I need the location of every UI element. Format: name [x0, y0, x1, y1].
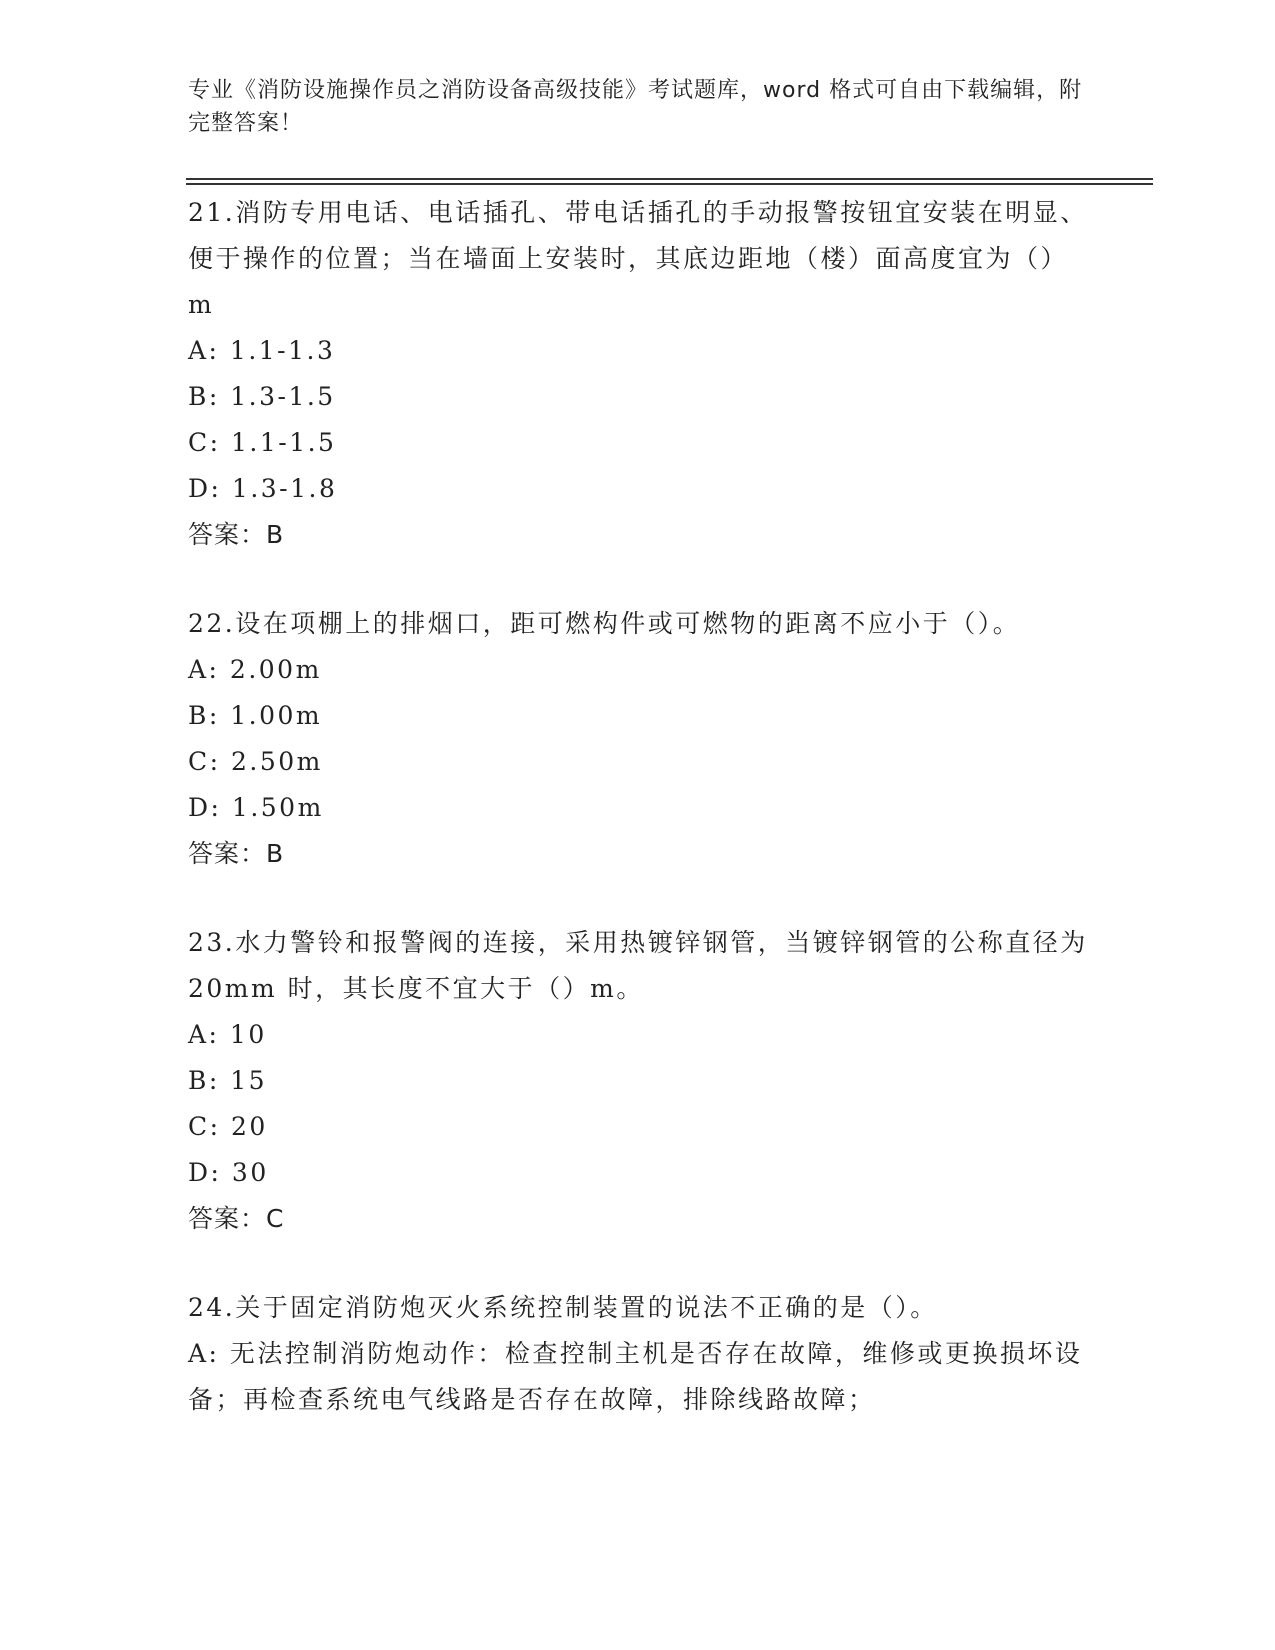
question-text: 21.消防专用电话、电话插孔、带电话插孔的手动报警按钮宜安装在明显、便于操作的位置；当在墙面上安装时，其底边距地（楼）面高度宜为（）m [188, 198, 1088, 319]
answer-label: 答案： [188, 839, 267, 868]
answer-line [188, 512, 1088, 558]
option-d: D: 30 [188, 1158, 269, 1187]
question-22 [188, 601, 1088, 877]
question-text: 22.设在项棚上的排烟口，距可燃构件或可燃物的距离不应小于（）。 [188, 609, 1021, 638]
option-d: D: 1.3-1.8 [188, 474, 338, 503]
question-list [188, 190, 1099, 1466]
option-b: B: 1.3-1.5 [188, 382, 336, 411]
answer-line [188, 1196, 1088, 1242]
question-23 [188, 920, 1099, 1242]
answer-line [188, 831, 1088, 877]
option-d: D: 1.50m [188, 793, 324, 822]
option-b: B: 1.00m [188, 701, 323, 730]
answer-value: C [266, 1204, 285, 1233]
option-c: C: 2.50m [188, 747, 323, 776]
answer-value: B [266, 839, 285, 868]
option-a: A: 2.00m [188, 655, 322, 684]
answer-value: B [266, 520, 285, 549]
option-a: A: 10 [188, 1020, 267, 1049]
answer-label: 答案： [188, 1204, 267, 1233]
option-a: A: 无法控制消防炮动作：检查控制主机是否存在故障，维修或更换损坏设备；再检查系统电气线路是否存在故障，排除线路故障； [188, 1339, 1083, 1414]
header-rule-top [186, 178, 1153, 180]
option-c: C: 1.1-1.5 [188, 428, 337, 457]
question-text: 23.水力警铃和报警阀的连接，采用热镀锌钢管，当镀锌钢管的公称直径为 20mm 时，其长度不宜大于（）m。 [188, 928, 1099, 1003]
header-rule-bottom [186, 183, 1153, 185]
answer-label: 答案： [188, 520, 267, 549]
question-21 [188, 190, 1088, 558]
document-header: 专业《消防设施操作员之消防设备高级技能》考试题库，word 格式可自由下载编辑，附完整答案！ [188, 78, 1083, 136]
option-b: B: 15 [188, 1066, 268, 1095]
option-a: A: 1.1-1.3 [188, 336, 336, 365]
option-c: C: 20 [188, 1112, 268, 1141]
question-24 [188, 1285, 1088, 1423]
question-text: 24.关于固定消防炮灭火系统控制装置的说法不正确的是（）。 [188, 1293, 938, 1322]
